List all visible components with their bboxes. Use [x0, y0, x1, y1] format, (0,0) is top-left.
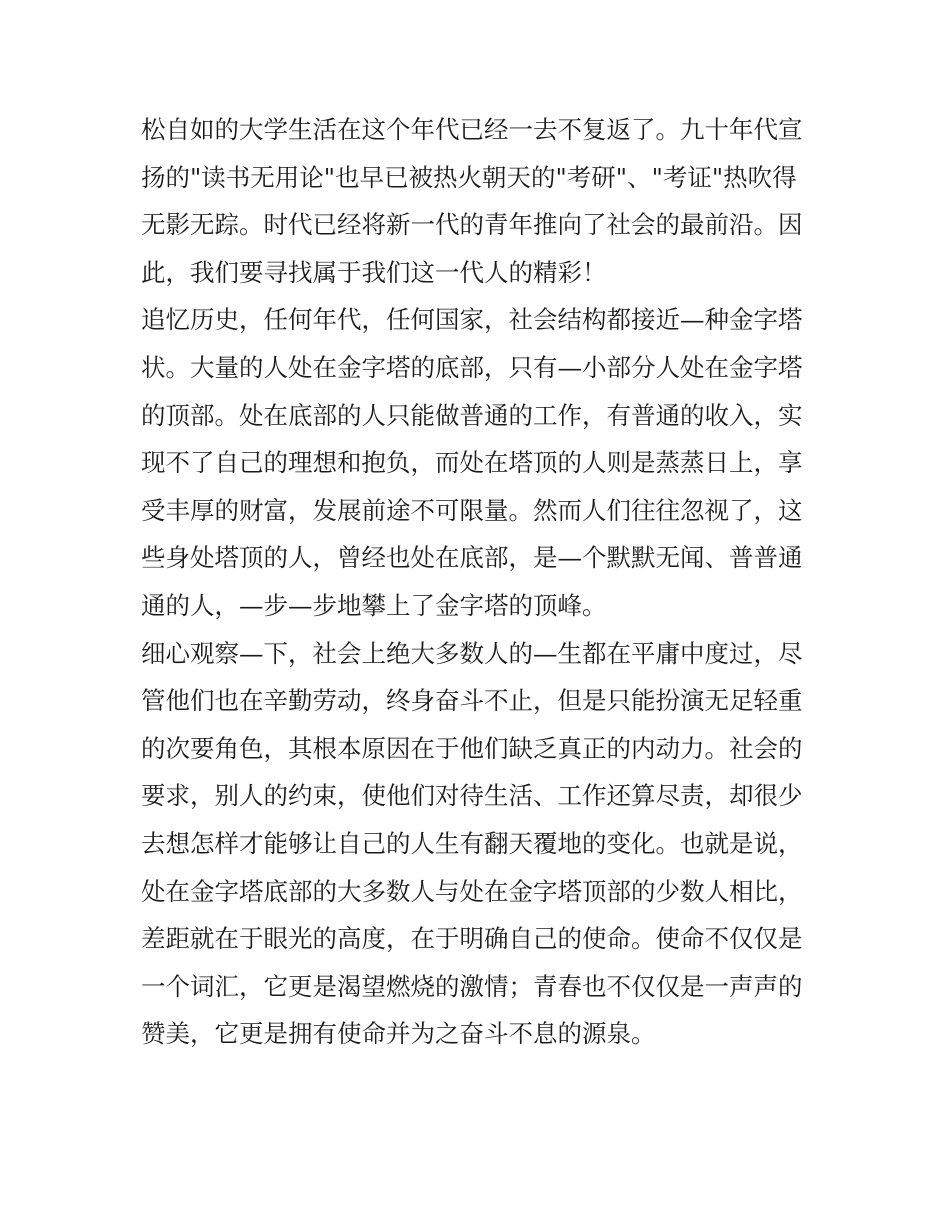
- text-line: 通的人，—步—步地攀上了金字塔的顶峰。: [141, 590, 607, 620]
- text-line: 处在金字塔底部的大多数人与处在金字塔顶部的少数人相比，: [141, 876, 803, 906]
- text-line: 一个词汇，它更是渴望燃烧的激情；青春也不仅仅是一声声的: [141, 971, 803, 1001]
- text-line: 要求，别人的约束，使他们对待生活、工作还算尽责，却很少: [141, 781, 803, 811]
- text-line: 的顶部。处在底部的人只能做普通的工作，有普通的收入，实: [141, 400, 803, 430]
- text-line: 松自如的大学生活在这个年代已经一去不复返了。九十年代宣: [141, 115, 803, 144]
- text-line: 的次要角色，其根本原因在于他们缺乏真正的内动力。社会的: [141, 733, 803, 763]
- text-line: 去想怎样才能够让自己的人生有翻天覆地的变化。也就是说，: [141, 828, 803, 858]
- text-line: 无影无踪。时代已经将新一代的青年推向了社会的最前沿。因: [141, 210, 803, 240]
- text-line: 现不了自己的理想和抱负，而处在塔顶的人则是蒸蒸日上，享: [141, 448, 803, 478]
- text-line: 扬的"读书无用论"也早已被热火朝天的"考研"、"考证"热吹得: [141, 162, 797, 192]
- text-line: 赞美，它更是拥有使命并为之奋斗不息的源泉。: [141, 1019, 656, 1049]
- text-line: 细心观察—下，社会上绝大多数人的—生都在平庸中度过，尽: [141, 638, 803, 668]
- text-line: 管他们也在辛勤劳动，终身奋斗不止，但是只能扮演无足轻重: [141, 686, 803, 716]
- text-line: 追忆历史，任何年代，任何国家，社会结构都接近—种金字塔: [141, 305, 803, 335]
- text-line: 差距就在于眼光的高度，在于明确自己的使命。使命不仅仅是: [141, 924, 803, 954]
- text-line: 此，我们要寻找属于我们这一代人的精彩！: [141, 257, 607, 287]
- text-line: 状。大量的人处在金字塔的底部，只有—小部分人处在金字塔: [141, 352, 803, 382]
- text-line: 些身处塔顶的人，曾经也处在底部，是—个默默无闻、普普通: [141, 543, 803, 573]
- body-text: [141, 106, 821, 1058]
- text-line: 受丰厚的财富，发展前途不可限量。然而人们往往忽视了，这: [141, 495, 803, 525]
